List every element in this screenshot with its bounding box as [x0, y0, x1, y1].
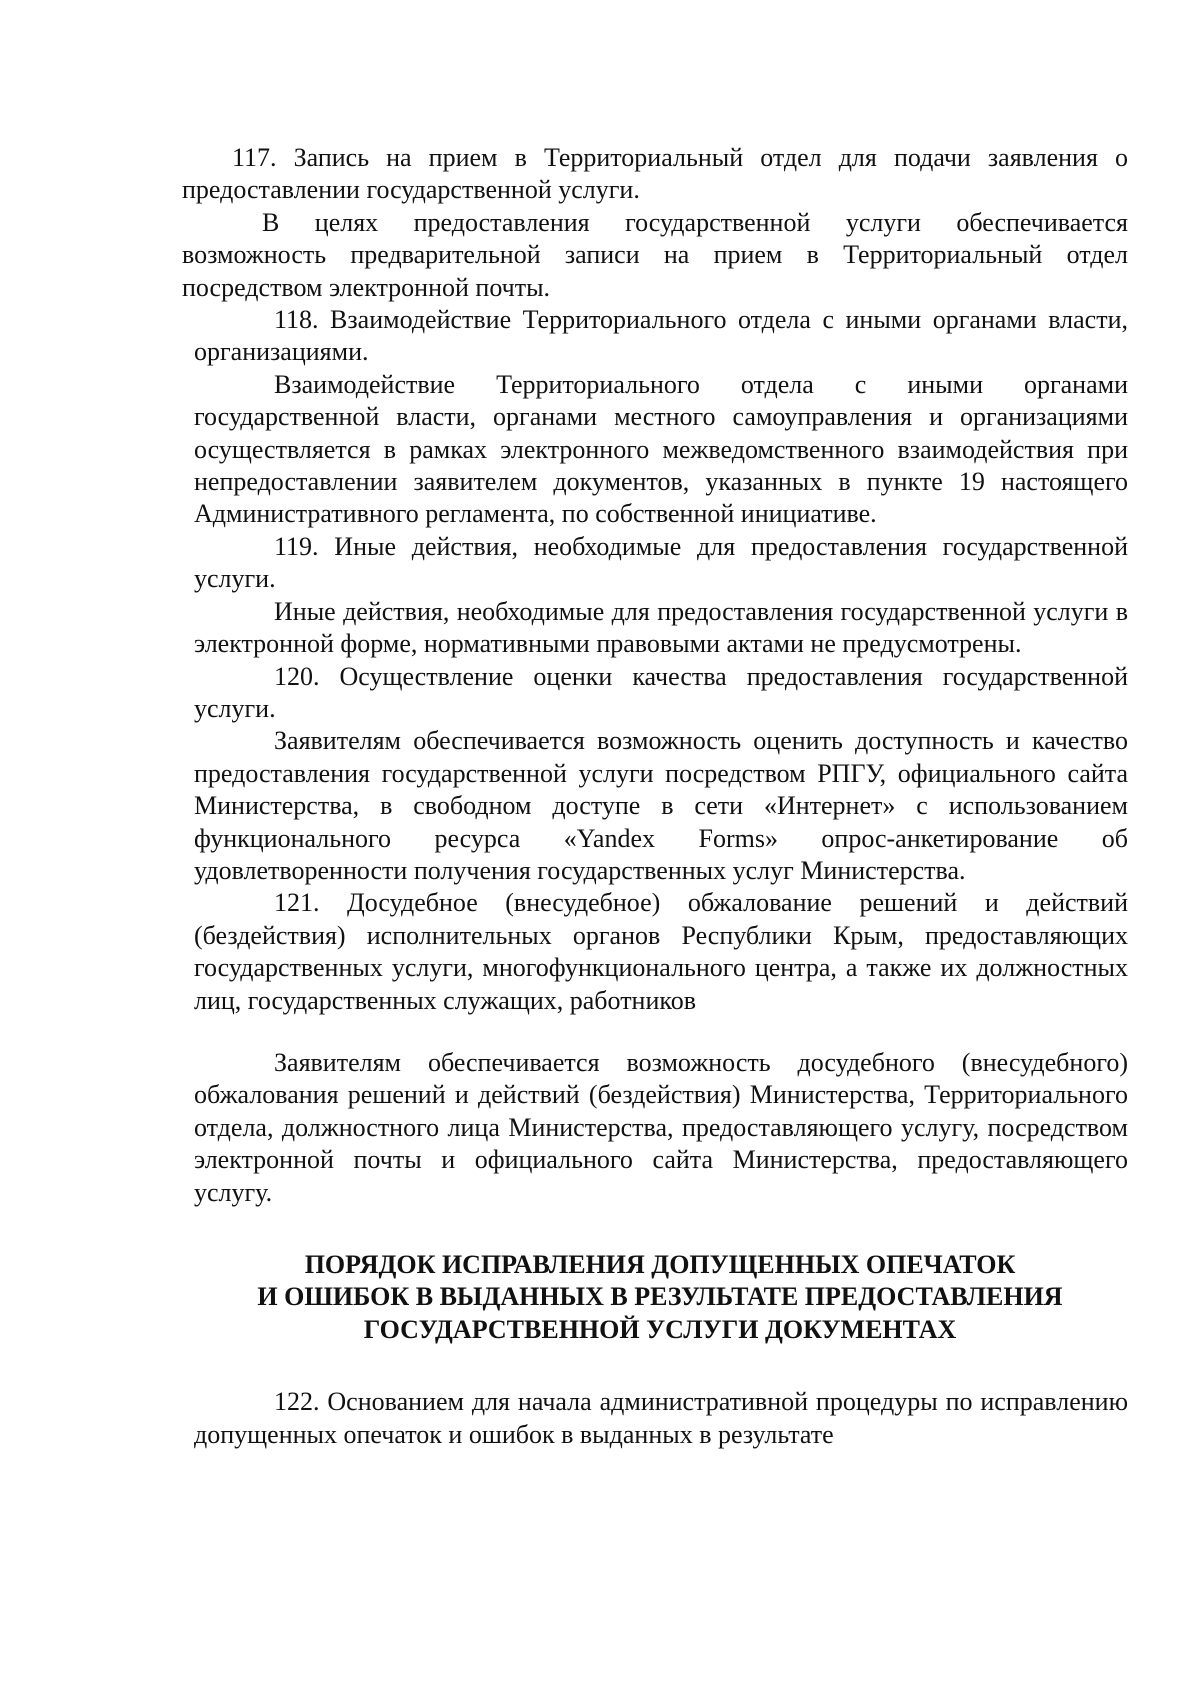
paragraph-117-title: 117. Запись на прием в Территориальный отдел для подачи заявления о предоставлении государственной услуги. [182, 143, 1128, 205]
paragraph-121-body: Заявителям обеспечивается возможность досудебного (внесудебного) обжалования решений и действий (бездействия) Министерства, Территориального отдела, должностного лица Министерства, предоставляющего услугу, посредством электронной почты и официального сайта Министерства, предоставляющего услугу. [194, 1047, 1128, 1207]
paragraph-120-body: Заявителям обеспечивается возможность оценить доступность и качество предоставления государственной услуги посредством РПГУ, официального сайта Министерства, в свободном доступе в сети «Интернет» с использованием функционального ресурса «Yandex Forms» опрос-анкетирование об удовлетворенности получения государственных услуг Министерства. [194, 726, 1128, 885]
section-heading-line: ГОСУДАРСТВЕННОЙ УСЛУГИ ДОКУМЕНТАХ [363, 1314, 957, 1344]
paragraph-122-body: 122. Основанием для начала административной процедуры по исправлению допущенных опечаток и ошибок в выданных в результате [194, 1387, 1128, 1449]
paragraph-119-body: Иные действия, необходимые для предоставления государственной услуги в электронной форме, нормативными правовыми актами не предусмотрены. [194, 596, 1128, 659]
spacer [182, 1017, 1128, 1047]
paragraph-120-title: 120. Осуществление оценки качества предоставления государственной услуги. [194, 661, 1128, 723]
section-heading [182, 1249, 1128, 1346]
paragraph-121-title: 121. Досудебное (внесудебное) обжалование решений и действий (бездействия) исполнительных органов Республики Крым, предоставляющих государственных услуги, многофункционального центра, а также их должностных лиц, государственных служащих, работников [194, 888, 1128, 1015]
document-body [182, 142, 1128, 1451]
section-heading-line: ПОРЯДОК ИСПРАВЛЕНИЯ ДОПУЩЕННЫХ ОПЕЧАТОК [304, 1250, 1016, 1279]
section-heading-line: И ОШИБОК В ВЫДАННЫХ В РЕЗУЛЬТАТЕ ПРЕДОСТАВЛЕНИЯ [257, 1282, 1063, 1312]
paragraph-119-title: 119. Иные действия, необходимые для предоставления государственной услуги. [194, 531, 1128, 594]
paragraph-117-body: В целях предоставления государственной услуги обеспечивается возможность предварительной записи на прием в Территориальный отдел посредством электронной почты. [182, 207, 1128, 302]
spacer [182, 1209, 1128, 1249]
paragraph-118-body: Взаимодействие Территориального отдела с иными органами государственной власти, органами местного самоуправления и организациями осуществляется в рамках электронного межведомственного взаимодействия при непредоставлении заявителем документов, указанных в пункте 19 настоящего Административного регламента, по собственной инициативе. [194, 369, 1128, 529]
paragraph-118-title: 118. Взаимодействие Территориального отдела с иными органами власти, организациями. [194, 305, 1128, 367]
spacer [182, 1346, 1128, 1386]
